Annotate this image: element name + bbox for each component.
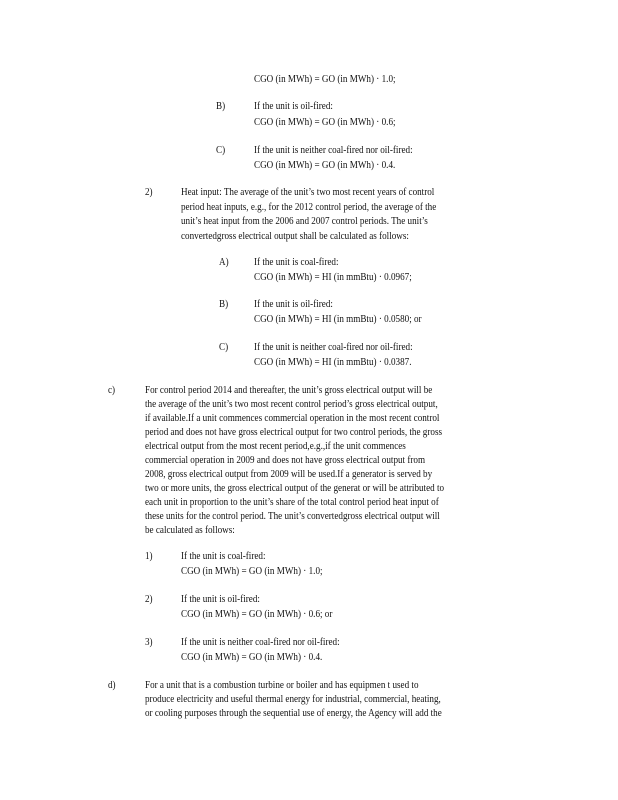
- label-item-c-2: 2): [145, 594, 153, 605]
- formula-top-a: CGO (in MWh) = GO (in MWh) · 1.0;: [254, 74, 396, 85]
- condition-top-c: If the unit is neither coal-fired nor oil-fired:: [254, 145, 413, 156]
- label-item-c-3: 3): [145, 637, 153, 648]
- label-item-2: 2): [145, 187, 153, 198]
- formula-top-b: CGO (in MWh) = GO (in MWh) · 0.6;: [254, 117, 396, 128]
- item-c-line: electrical output from the most recent period,e.g.,if the unit commences: [145, 441, 406, 452]
- item-c-line: each unit in proportion to the unit’s share of the total control period heat input of: [145, 497, 439, 508]
- formula-item-2-c: CGO (in MWh) = HI (in mmBtu) · 0.0387.: [254, 357, 412, 368]
- label-item-2-b: B): [219, 299, 229, 310]
- item-c-line: commercial operation in 2009 and does not have gross electrical output from: [145, 455, 426, 466]
- label-item-c: c): [108, 385, 116, 396]
- label-item-2-a: A): [219, 257, 229, 268]
- condition-item-2-a: If the unit is coal-fired:: [254, 257, 339, 268]
- item-c-line: if available.If a unit commences commercial operation in the most recent control: [145, 413, 440, 424]
- formula-item-2-a: CGO (in MWh) = HI (in mmBtu) · 0.0967;: [254, 272, 412, 283]
- item-2-line: Heat input: The average of the unit’s two most recent years of control: [181, 187, 435, 198]
- label-item-c-1: 1): [145, 551, 153, 562]
- item-d-line: produce electricity and useful thermal energy for industrial, commercial, heating,: [145, 694, 441, 705]
- label-top-b: B): [216, 101, 226, 112]
- formula-item-c-2: CGO (in MWh) = GO (in MWh) · 0.6; or: [181, 609, 333, 620]
- item-c-line: these units for the control period. The unit’s convertedgross electrical output will: [145, 511, 440, 522]
- label-top-c: C): [216, 145, 226, 156]
- item-2-line: unit’s heat input from the 2006 and 2007 control periods. The unit’s: [181, 216, 428, 227]
- item-d-line: For a unit that is a combustion turbine or boiler and has equipmen t used to: [145, 680, 419, 691]
- item-c-line: 2008, gross electrical output from 2009 will be used.If a generator is served by: [145, 469, 433, 480]
- item-2-line: period heat inputs, e.g., for the 2012 control period, the average of the: [181, 202, 437, 213]
- item-c-line: For control period 2014 and thereafter, the unit’s gross electrical output will be: [145, 385, 433, 396]
- item-2-line: convertedgross electrical output shall be calculated as follows:: [181, 231, 409, 242]
- item-c-line: be calculated as follows:: [145, 525, 235, 536]
- formula-item-2-b: CGO (in MWh) = HI (in mmBtu) · 0.0580; or: [254, 314, 422, 325]
- item-c-line: two or more units, the gross electrical output of the generat or will be attributed to: [145, 483, 445, 494]
- label-item-d: d): [108, 680, 116, 691]
- formula-item-c-1: CGO (in MWh) = GO (in MWh) · 1.0;: [181, 566, 323, 577]
- condition-top-b: If the unit is oil-fired:: [254, 101, 333, 112]
- label-item-2-c: C): [219, 342, 229, 353]
- condition-item-c-1: If the unit is coal-fired:: [181, 551, 266, 562]
- item-d-line: or cooling purposes through the sequential use of energy, the Agency will add the: [145, 708, 442, 719]
- condition-item-c-3: If the unit is neither coal-fired nor oil-fired:: [181, 637, 340, 648]
- condition-item-2-c: If the unit is neither coal-fired nor oil-fired:: [254, 342, 413, 353]
- condition-item-c-2: If the unit is oil-fired:: [181, 594, 260, 605]
- item-c-line: the average of the unit’s two most recent control period’s gross electrical output,: [145, 399, 438, 410]
- formula-item-c-3: CGO (in MWh) = GO (in MWh) · 0.4.: [181, 652, 323, 663]
- condition-item-2-b: If the unit is oil-fired:: [254, 299, 333, 310]
- item-c-line: period and does not have gross electrical output for two control periods, the gross: [145, 427, 443, 438]
- formula-top-c: CGO (in MWh) = GO (in MWh) · 0.4.: [254, 160, 396, 171]
